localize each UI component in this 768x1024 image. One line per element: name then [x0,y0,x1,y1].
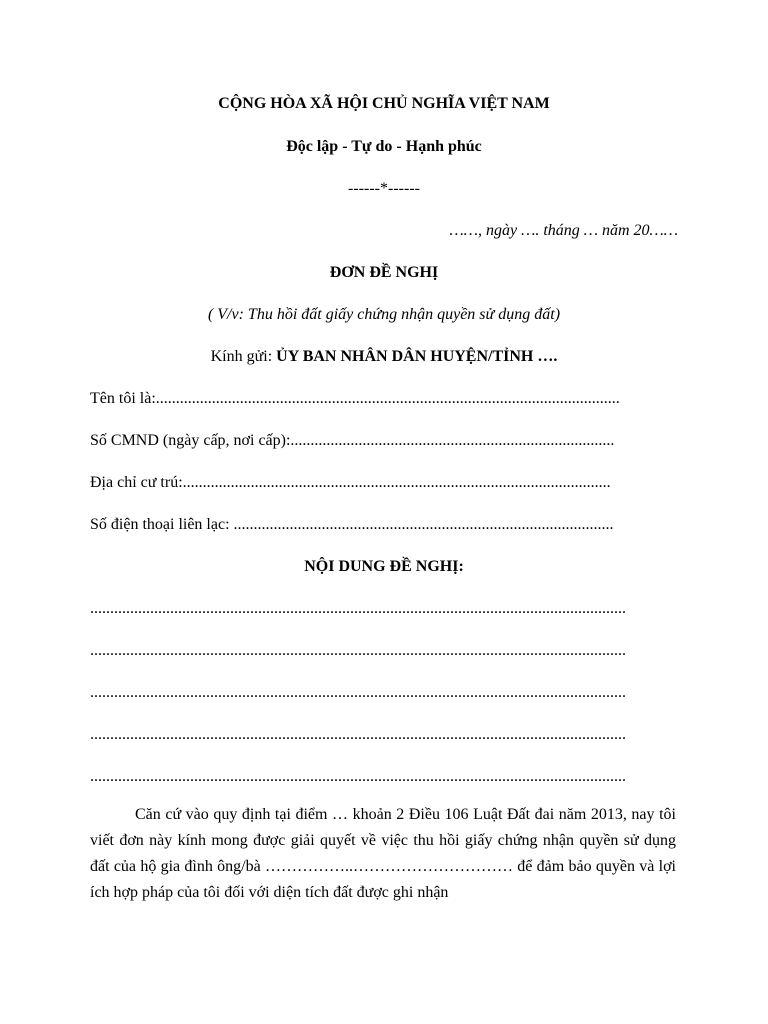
field-label: Địa chỉ cư trú: [90,474,183,491]
date-line: ……, ngày …. tháng … năm 20…… [449,222,678,239]
document-title: ĐƠN ĐỀ NGHỊ [329,264,439,281]
field-fill: .................................................................................................................... [155,390,620,407]
field-name [90,389,680,409]
field-label: Số CMND (ngày cấp, nơi cấp): [90,432,291,449]
field-address [90,473,680,493]
content-line: ...................................................................................................................................... [90,684,626,701]
nation-heading: CỘNG HÒA XÃ HỘI CHỦ NGHĨA VIỆT NAM [218,95,550,112]
body-paragraph: Căn cứ vào quy định tại điểm … khoản 2 Điều 106 Luật Đất đai năm 2013, nay tôi viết đơn này kính mong được giải quyết về việc thu hồi giấy chứng nhận quyền sử dụng đất của hộ gia đình ông/bà ……………..………………………… để đảm bảo quyền và lợi ích hợp pháp của tôi đối với diện tích đất được ghi nhận [90,806,676,901]
field-phone [90,515,680,535]
separator: ------*------ [348,180,420,197]
recipient-line [0,347,768,367]
field-fill: ............................................................................................... [233,516,614,533]
content-line: ...................................................................................................................................... [90,768,626,785]
field-label: Tên tôi là: [90,390,156,407]
content-heading: NỘI DUNG ĐỀ NGHỊ: [304,558,464,575]
content-line: ...................................................................................................................................... [90,600,626,617]
content-line: ...................................................................................................................................... [90,642,626,659]
content-line: ...................................................................................................................................... [90,726,626,743]
field-id-card [90,431,680,451]
motto: Độc lập - Tự do - Hạnh phúc [286,138,482,155]
subject-line: ( V/v: Thu hồi đất giấy chứng nhận quyền sử dụng đất) [207,306,561,323]
field-fill: ........................................................................................................... [182,474,611,491]
recipient-name: ỦY BAN NHÂN DÂN HUYỆN/TỈNH …. [276,348,558,365]
field-label: Số điện thoại liên lạc: [90,516,234,533]
recipient-prefix: Kính gửi: [210,348,277,365]
field-fill: ................................................................................. [290,432,615,449]
